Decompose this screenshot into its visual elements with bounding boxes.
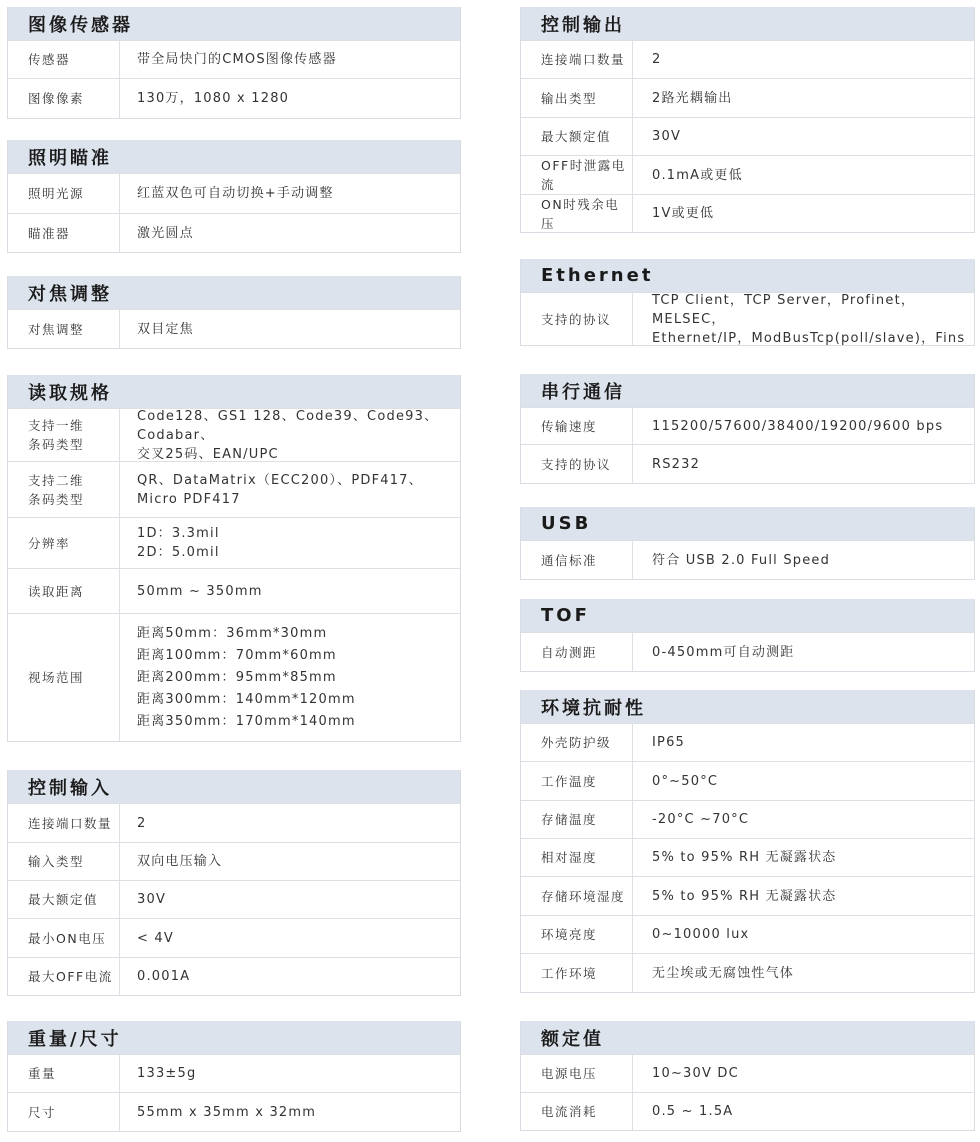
spec-label: 重量 — [8, 1055, 120, 1092]
spec-section — [7, 140, 461, 253]
spec-row — [521, 78, 974, 117]
spec-section — [7, 770, 461, 996]
spec-label: 视场范围 — [8, 614, 120, 741]
spec-value: 1D：3.3mil 2D：5.0mil — [137, 526, 220, 560]
spec-row — [521, 876, 974, 915]
section-title: 串行通信 — [521, 374, 974, 407]
spec-label: 电源电压 — [521, 1055, 633, 1092]
spec-section — [520, 1021, 975, 1131]
spec-value: 30V — [137, 892, 167, 907]
section-title: 控制输入 — [8, 770, 460, 803]
spec-value: < 4V — [137, 930, 174, 946]
spec-label: 自动测距 — [521, 633, 633, 671]
spec-label: 工作环境 — [521, 954, 633, 992]
spec-value: 133±5g — [137, 1066, 197, 1081]
spec-label: 最小ON电压 — [8, 919, 120, 957]
spec-section — [7, 375, 461, 742]
spec-row — [521, 540, 974, 579]
spec-label: 通信标准 — [521, 541, 633, 579]
spec-section — [7, 276, 461, 349]
spec-value: 0.5 ~ 1.5A — [652, 1104, 734, 1119]
spec-row — [8, 461, 460, 517]
spec-label: 电流消耗 — [521, 1093, 633, 1130]
spec-row — [521, 838, 974, 876]
section-title: 照明瞄准 — [8, 140, 460, 173]
spec-value: RS232 — [652, 456, 701, 472]
spec-section — [520, 259, 975, 346]
section-title: 环境抗耐性 — [521, 690, 974, 723]
spec-value: 红蓝双色可自动切换+手动调整 — [137, 186, 334, 201]
spec-value: 5% to 95% RH 无凝露状态 — [652, 850, 837, 865]
section-title: Ethernet — [521, 259, 974, 292]
spec-value: 2 — [137, 815, 147, 831]
spec-value: 30V — [652, 129, 682, 144]
spec-value: 5% to 95% RH 无凝露状态 — [652, 888, 837, 904]
spec-row — [521, 1054, 974, 1092]
spec-label: 相对湿度 — [521, 839, 633, 876]
spec-value: 符合 USB 2.0 Full Speed — [652, 552, 831, 568]
spec-row — [8, 568, 460, 613]
spec-label: 瞄准器 — [8, 214, 120, 252]
spec-section — [520, 690, 975, 993]
spec-label: 尺寸 — [8, 1093, 120, 1131]
spec-row — [521, 444, 974, 483]
spec-row — [521, 194, 974, 232]
spec-label: 存储温度 — [521, 801, 633, 838]
spec-value: 无尘埃或无腐蚀性气体 — [652, 965, 795, 981]
spec-row — [8, 78, 460, 118]
spec-label: 最大额定值 — [521, 118, 633, 155]
spec-label: 外壳防护级 — [521, 724, 633, 761]
spec-value: 带全局快门的CMOS图像传感器 — [137, 52, 337, 67]
spec-value: 10~30V DC — [652, 1066, 739, 1081]
spec-value: 2路光耦输出 — [652, 90, 733, 106]
spec-label: 读取距离 — [8, 569, 120, 613]
spec-label: 环境亮度 — [521, 916, 633, 953]
spec-value: IP65 — [652, 735, 686, 750]
spec-label: 输入类型 — [8, 843, 120, 880]
spec-section — [520, 599, 975, 672]
spec-label: 连接端口数量 — [8, 804, 120, 842]
spec-row — [521, 292, 974, 345]
spec-row — [521, 800, 974, 838]
spec-label: 支持的协议 — [521, 293, 633, 345]
spec-label: OFF时泄露电流 — [521, 156, 633, 194]
spec-label: 输出类型 — [521, 79, 633, 117]
spec-label: 存储环境湿度 — [521, 877, 633, 915]
spec-label: 对焦调整 — [8, 310, 120, 348]
spec-row — [521, 915, 974, 953]
section-title: 图像传感器 — [8, 7, 460, 40]
spec-section — [7, 1021, 461, 1132]
spec-value: 55mm x 35mm x 32mm — [137, 1104, 317, 1120]
spec-value: TCP Client，TCP Server，Profinet，MELSEC， Ethernet/IP，ModBusTcp(poll/slave)，Fins — [652, 292, 966, 346]
spec-value: 双目定焦 — [137, 321, 194, 337]
spec-value: 2 — [652, 52, 662, 67]
spec-section — [520, 374, 975, 484]
spec-label: ON时残余电压 — [521, 195, 633, 232]
spec-row — [8, 408, 460, 461]
section-title: 额定值 — [521, 1021, 974, 1054]
spec-value: 115200/57600/38400/19200/9600 bps — [652, 418, 944, 434]
spec-label: 传感器 — [8, 41, 120, 78]
spec-row — [521, 117, 974, 155]
spec-label: 连接端口数量 — [521, 41, 633, 78]
spec-value: 距离50mm：36mm*30mm 距离100mm：70mm*60mm 距离200mm：95mm*85mm 距离300mm：140mm*120mm 距离350mm：170mm*140mm — [137, 625, 356, 729]
spec-value: QR、DataMatrix（ECC200）、PDF417、 Micro PDF417 — [137, 472, 423, 507]
spec-label: 支持一维 条码类型 — [8, 409, 120, 461]
spec-row — [8, 803, 460, 842]
spec-row — [8, 517, 460, 568]
spec-label: 最大额定值 — [8, 881, 120, 918]
spec-row — [8, 213, 460, 252]
spec-value: 0-450mm可自动测距 — [652, 644, 795, 660]
spec-row — [8, 918, 460, 957]
spec-row — [521, 723, 974, 761]
spec-row — [521, 40, 974, 78]
spec-row — [8, 1092, 460, 1131]
spec-value: 双向电压输入 — [137, 854, 223, 869]
spec-row — [8, 1054, 460, 1092]
spec-value: 1V或更低 — [652, 206, 715, 221]
spec-value: 0~10000 lux — [652, 927, 750, 942]
spec-label: 支持二维 条码类型 — [8, 462, 120, 517]
spec-label: 图像像素 — [8, 79, 120, 118]
spec-value: Code128、GS1 128、Code39、Code93、Codabar、 交叉25码、EAN/UPC — [137, 408, 439, 462]
spec-row — [521, 155, 974, 194]
spec-row — [8, 173, 460, 213]
spec-value: 130万，1080 x 1280 — [137, 91, 290, 106]
spec-row — [521, 632, 974, 671]
spec-row — [8, 842, 460, 880]
spec-label: 最大OFF电流 — [8, 958, 120, 995]
spec-label: 分辨率 — [8, 518, 120, 568]
section-title: 读取规格 — [8, 375, 460, 408]
spec-section — [520, 7, 975, 233]
spec-row — [521, 1092, 974, 1130]
spec-row — [8, 40, 460, 78]
spec-section — [520, 507, 975, 580]
spec-value: 0.001A — [137, 969, 191, 984]
spec-label: 传输速度 — [521, 408, 633, 444]
spec-label: 支持的协议 — [521, 445, 633, 483]
section-title: TOF — [521, 599, 974, 632]
section-title: 对焦调整 — [8, 276, 460, 309]
spec-row — [8, 957, 460, 995]
spec-label: 照明光源 — [8, 174, 120, 213]
spec-row — [521, 407, 974, 444]
spec-value: 0°~50°C — [652, 773, 719, 789]
section-title: USB — [521, 507, 974, 540]
spec-value: -20°C ~70°C — [652, 812, 750, 827]
spec-row — [8, 613, 460, 741]
section-title: 控制输出 — [521, 7, 974, 40]
spec-value: 50mm ~ 350mm — [137, 583, 263, 599]
spec-section — [7, 7, 461, 119]
spec-value: 0.1mA或更低 — [652, 167, 743, 183]
spec-label: 工作温度 — [521, 762, 633, 800]
section-title: 重量/尺寸 — [8, 1021, 460, 1054]
spec-row — [8, 309, 460, 348]
spec-row — [521, 953, 974, 992]
spec-row — [521, 761, 974, 800]
spec-value: 激光圆点 — [137, 225, 194, 241]
spec-row — [8, 880, 460, 918]
